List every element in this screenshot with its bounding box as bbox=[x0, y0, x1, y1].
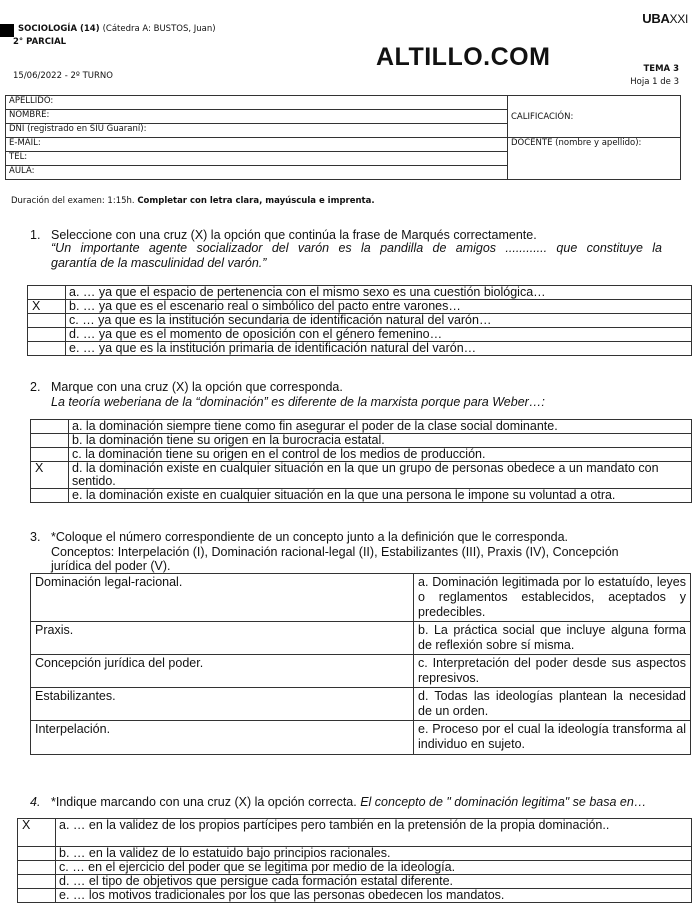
option-text: e. … ya que es la institución primaria de identificación natural del varón… bbox=[66, 342, 692, 356]
concept-answer-cell[interactable]: Dominación legal-racional. bbox=[31, 574, 414, 622]
q3-definitions-table bbox=[30, 573, 691, 755]
duration-note: Duración del examen: 1:15h. Completar con letra clara, mayúscula e imprenta. bbox=[11, 196, 375, 206]
dni-field: DNI (registrado en SIU Guaraní): bbox=[6, 124, 508, 138]
exam-date: 15/06/2022 - 2º TURNO bbox=[13, 71, 113, 81]
answer-mark-cell[interactable]: X bbox=[31, 462, 69, 489]
answer-mark-cell[interactable] bbox=[18, 889, 56, 903]
option-row bbox=[28, 286, 692, 300]
question-prompt: *Indique marcando con una cruz (X) la opción correcta. El concepto de " dominación legitima" se basa en… bbox=[51, 795, 647, 809]
answer-mark-cell[interactable] bbox=[31, 434, 69, 448]
option-row bbox=[28, 342, 692, 356]
nombre-field: NOMBRE: bbox=[6, 110, 508, 124]
q2-options-table bbox=[30, 419, 692, 503]
q4-options-table bbox=[17, 818, 692, 903]
definition-text: d. Todas las ideologías plantean la necesidad de un orden. bbox=[414, 688, 691, 721]
answer-mark-cell[interactable]: X bbox=[18, 819, 56, 847]
page-counter: Hoja 1 de 3 bbox=[630, 77, 679, 87]
concept-answer-cell[interactable]: Praxis. bbox=[31, 622, 414, 655]
question-subtitle: La teoría weberiana de la “dominación” es diferente de la marxista porque para Weber…: bbox=[51, 395, 545, 409]
option-row bbox=[31, 434, 692, 448]
definition-text: b. La práctica social que incluye alguna forma de reflexión sobre sí misma. bbox=[414, 622, 691, 655]
option-row bbox=[28, 300, 692, 314]
course-title: SOCIOLOGÍA (14) (Cátedra A: BUSTOS, Juan) bbox=[18, 24, 216, 34]
tema-label: TEMA 3 bbox=[643, 64, 679, 74]
header-black-bar bbox=[0, 24, 14, 37]
answer-mark-cell[interactable] bbox=[28, 286, 66, 300]
exam-name: 2° PARCIAL bbox=[13, 37, 67, 47]
option-text: a. … ya que el espacio de pertenencia con el mismo sexo es una cuestión biológica… bbox=[66, 286, 692, 300]
answer-mark-cell[interactable] bbox=[28, 314, 66, 328]
option-row bbox=[18, 875, 692, 889]
option-text: a. … en la validez de los propios partícipes pero también en la pretensión de la propia dominación.. bbox=[56, 819, 692, 847]
definition-row bbox=[31, 721, 691, 755]
question-quote: “Un importante agente socializador del varón es la pandilla de amigos ............ que constituye la bbox=[51, 241, 662, 255]
definition-row bbox=[31, 688, 691, 721]
option-row bbox=[18, 861, 692, 875]
definition-row bbox=[31, 574, 691, 622]
q1-options-table bbox=[27, 285, 692, 356]
question-prompt: *Coloque el número correspondiente de un concepto junto a la definición que le corresponda. bbox=[51, 530, 569, 544]
option-text: c. … ya que es la institución secundaria de identificación natural del varón… bbox=[66, 314, 692, 328]
tel-field: TEL: bbox=[6, 152, 508, 166]
option-row bbox=[18, 819, 692, 847]
option-row bbox=[31, 420, 692, 434]
question-number: 2. bbox=[30, 380, 41, 394]
option-row bbox=[31, 448, 692, 462]
option-text: d. … el tipo de objetivos que persigue cada formación estatal diferente. bbox=[56, 875, 692, 889]
option-text: c. la dominación tiene su origen en el control de los medios de producción. bbox=[69, 448, 692, 462]
docente-field: DOCENTE (nombre y apellido): bbox=[508, 138, 681, 180]
definition-row bbox=[31, 622, 691, 655]
definition-text: a. Dominación legitimada por lo estatuído, leyes o reglamentos establecidos, aceptados y predecibles. bbox=[414, 574, 691, 622]
concepts-list: Conceptos: Interpelación (I), Dominación racional-legal (II), Estabilizantes (III), Praxis (IV), Concepción bbox=[51, 545, 619, 559]
option-text: e. la dominación existe en cualquier situación en la que una persona le impone su voluntad a otra. bbox=[69, 489, 692, 503]
option-text: b. … ya que es el escenario real o simbólico del pacto entre varones… bbox=[66, 300, 692, 314]
answer-mark-cell[interactable] bbox=[28, 328, 66, 342]
option-text: b. … en la validez de lo estatuido bajo principios racionales. bbox=[56, 847, 692, 861]
concept-answer-cell[interactable]: Interpelación. bbox=[31, 721, 414, 755]
option-text: d. la dominación existe en cualquier situación en la que un grupo de personas obedece a un mandato con sentido. bbox=[69, 462, 692, 489]
student-id-table bbox=[5, 95, 681, 180]
option-row bbox=[28, 328, 692, 342]
concept-answer-cell[interactable]: Concepción jurídica del poder. bbox=[31, 655, 414, 688]
option-text: c. … en el ejercicio del poder que se legitima por medio de la ideología. bbox=[56, 861, 692, 875]
answer-mark-cell[interactable] bbox=[31, 448, 69, 462]
email-field: E-MAIL: bbox=[6, 138, 508, 152]
question-prompt: Marque con una cruz (X) la opción que corresponda. bbox=[51, 380, 343, 394]
question-number: 3. bbox=[30, 530, 41, 544]
uba-xxi-logo: UBAXXI bbox=[642, 11, 688, 26]
concept-answer-cell[interactable]: Estabilizantes. bbox=[31, 688, 414, 721]
answer-mark-cell[interactable] bbox=[18, 861, 56, 875]
option-row bbox=[18, 847, 692, 861]
definition-row bbox=[31, 655, 691, 688]
answer-mark-cell[interactable] bbox=[18, 847, 56, 861]
concepts-list-end: jurídica del poder (V). bbox=[51, 559, 171, 573]
question-number: 1. bbox=[30, 228, 41, 242]
calificacion-field: CALIFICACIÓN: bbox=[508, 96, 681, 138]
answer-mark-cell[interactable]: X bbox=[28, 300, 66, 314]
option-text: b. la dominación tiene su origen en la burocracia estatal. bbox=[69, 434, 692, 448]
option-row bbox=[18, 889, 692, 903]
question-quote-end: garantía de la masculinidad del varón.” bbox=[51, 256, 267, 270]
question-number: 4. bbox=[30, 795, 41, 809]
aula-field: AULA: bbox=[6, 166, 508, 180]
option-row bbox=[31, 489, 692, 503]
option-text: e. … los motivos tradicionales por los que las personas obedecen los mandatos. bbox=[56, 889, 692, 903]
apellido-field: APELLIDO: bbox=[6, 96, 508, 110]
option-text: a. la dominación siempre tiene como fin asegurar el poder de la clase social dominante. bbox=[69, 420, 692, 434]
option-row bbox=[31, 462, 692, 489]
question-prompt: Seleccione con una cruz (X) la opción que continúa la frase de Marqués correctamente. bbox=[51, 228, 537, 242]
answer-mark-cell[interactable] bbox=[18, 875, 56, 889]
answer-mark-cell[interactable] bbox=[31, 489, 69, 503]
answer-mark-cell[interactable] bbox=[31, 420, 69, 434]
definition-text: e. Proceso por el cual la ideología transforma al individuo en sujeto. bbox=[414, 721, 691, 755]
option-row bbox=[28, 314, 692, 328]
option-text: d. … ya que es el momento de oposición con el género femenino… bbox=[66, 328, 692, 342]
definition-text: c. Interpretación del poder desde sus aspectos represivos. bbox=[414, 655, 691, 688]
altillo-watermark: ALTILLO.COM bbox=[376, 43, 551, 71]
answer-mark-cell[interactable] bbox=[28, 342, 66, 356]
